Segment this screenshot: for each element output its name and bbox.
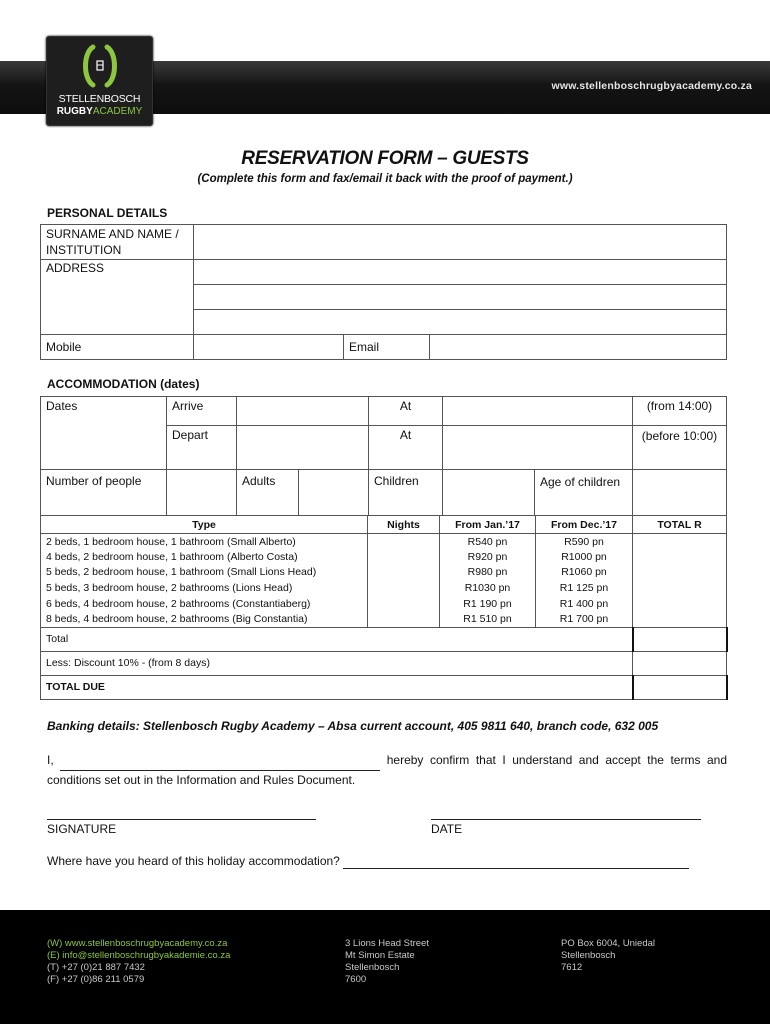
personal-details-heading: PERSONAL DETAILS xyxy=(47,206,168,220)
footer xyxy=(0,910,770,1024)
table-row xyxy=(41,596,727,612)
nights-field[interactable] xyxy=(368,549,440,565)
nights-field[interactable] xyxy=(368,611,440,627)
discount-label: Less: Discount 10% - (from 8 days) xyxy=(41,651,633,675)
footer-address-line: Stellenbosch xyxy=(345,962,400,973)
logo-text-academy: ACADEMY xyxy=(92,106,143,117)
total-row xyxy=(41,627,727,651)
heard-about-label: Where have you heard of this holiday accommodation? xyxy=(47,854,340,868)
footer-street-address xyxy=(345,938,429,986)
rate-jan: R1030 pn xyxy=(440,580,536,596)
col-header-dec: From Dec.’17 xyxy=(536,516,633,534)
confirm-text: hereby confirm that I understand and accept the terms and conditions set out in the Information and Rules Document. xyxy=(47,753,727,787)
arrive-label: Arrive xyxy=(167,397,237,426)
footer-address-line: Mt Simon Estate xyxy=(345,950,415,961)
total-due-row xyxy=(41,675,727,699)
discount-field[interactable] xyxy=(633,651,727,675)
col-header-total: TOTAL R xyxy=(633,516,727,534)
total-due-label: TOTAL DUE xyxy=(41,675,633,699)
rate-dec: R1000 pn xyxy=(536,549,633,565)
nights-field[interactable] xyxy=(368,534,440,550)
email-field[interactable] xyxy=(430,335,727,360)
form-title: RESERVATION FORM – GUESTS xyxy=(241,148,529,169)
rate-jan: R1 190 pn xyxy=(440,596,536,612)
row-total-field[interactable] xyxy=(633,565,727,581)
table-row xyxy=(41,534,727,550)
signature-field[interactable] xyxy=(47,819,316,820)
logo-text-rugby-academy xyxy=(47,106,152,117)
email-label: Email xyxy=(344,335,430,360)
logo-text-stellenbosch: STELLENBOSCH xyxy=(58,93,141,105)
address-field-line-3[interactable] xyxy=(194,310,727,335)
house-type: 8 beds, 4 bedroom house, 2 bathrooms (Big Constantia) xyxy=(41,611,368,627)
nights-field[interactable] xyxy=(368,596,440,612)
rugby-ball-icon xyxy=(81,43,119,89)
depart-time-field[interactable] xyxy=(443,426,633,470)
surname-field[interactable] xyxy=(194,225,727,260)
arrive-time-note: (from 14:00) xyxy=(633,397,727,426)
col-header-nights: Nights xyxy=(368,516,440,534)
children-field[interactable] xyxy=(443,470,535,516)
table-row xyxy=(41,580,727,596)
row-total-field[interactable] xyxy=(633,534,727,550)
nights-field[interactable] xyxy=(368,565,440,581)
date-field[interactable] xyxy=(431,819,701,820)
total-field[interactable] xyxy=(633,627,727,651)
personal-details-table xyxy=(40,224,727,360)
logo-text-rugby: RUGBY xyxy=(56,106,93,117)
adults-label: Adults xyxy=(237,470,299,516)
form-subtitle: (Complete this form and fax/email it back with the proof of payment.) xyxy=(197,173,573,185)
footer-postal-address xyxy=(561,938,655,974)
rate-dec: R1 700 pn xyxy=(536,611,633,627)
arrive-time-field[interactable] xyxy=(443,397,633,426)
row-total-field[interactable] xyxy=(633,596,727,612)
heard-about-question xyxy=(47,854,689,869)
age-field[interactable] xyxy=(633,470,727,516)
signature-label: SIGNATURE xyxy=(47,822,117,836)
children-label: Children xyxy=(369,470,443,516)
academy-logo xyxy=(46,36,153,126)
footer-fax: (F) +27 (0)86 211 0579 xyxy=(47,974,145,985)
row-total-field[interactable] xyxy=(633,549,727,565)
accommodation-heading: ACCOMMODATION (dates) xyxy=(47,377,200,391)
adults-field[interactable] xyxy=(299,470,369,516)
age-label: Age of children xyxy=(535,470,633,516)
date-label: DATE xyxy=(431,822,463,836)
footer-contact xyxy=(47,938,230,986)
rate-jan: R540 pn xyxy=(440,534,536,550)
rates-table xyxy=(40,515,728,700)
table-row xyxy=(41,549,727,565)
rate-dec: R1 125 pn xyxy=(536,580,633,596)
people-field[interactable] xyxy=(167,470,237,516)
house-type: 2 beds, 1 bedroom house, 1 bathroom (Small Alberto) xyxy=(41,534,368,550)
row-total-field[interactable] xyxy=(633,611,727,627)
accommodation-dates-table xyxy=(40,396,727,516)
arrive-at-label: At xyxy=(369,397,443,426)
depart-date-field[interactable] xyxy=(237,426,369,470)
confirmation-statement xyxy=(47,751,727,790)
address-field-line-2[interactable] xyxy=(194,285,727,310)
footer-postal-line: Stellenbosch xyxy=(561,950,616,961)
total-due-field[interactable] xyxy=(633,675,727,699)
col-header-jan: From Jan.’17 xyxy=(440,516,536,534)
table-row xyxy=(41,565,727,581)
footer-web[interactable]: (W) www.stellenboschrugbyacademy.co.za xyxy=(47,938,228,949)
people-label: Number of people xyxy=(41,470,167,516)
dates-label: Dates xyxy=(41,397,167,470)
house-type: 6 beds, 4 bedroom house, 2 bathrooms (Constantiaberg) xyxy=(41,596,368,612)
rate-jan: R980 pn xyxy=(440,565,536,581)
discount-row xyxy=(41,651,727,675)
rate-dec: R590 pn xyxy=(536,534,633,550)
mobile-label: Mobile xyxy=(41,335,194,360)
col-header-type: Type xyxy=(41,516,368,534)
footer-email[interactable]: (E) info@stellenboschrugbyakademie.co.za xyxy=(47,950,231,961)
surname-label: SURNAME AND NAME / INSTITUTION xyxy=(41,225,194,260)
table-row xyxy=(41,611,727,627)
confirm-prefix: I, xyxy=(47,753,54,767)
house-type: 5 beds, 2 bedroom house, 1 bathroom (Small Lions Head) xyxy=(41,565,368,581)
rate-dec: R1060 pn xyxy=(536,565,633,581)
depart-label: Depart xyxy=(167,426,237,470)
rate-jan: R920 pn xyxy=(440,549,536,565)
house-type: 4 beds, 2 bedroom house, 1 bathroom (Alberto Costa) xyxy=(41,549,368,565)
total-label: Total xyxy=(41,627,633,651)
banking-details: Banking details: Stellenbosch Rugby Academy – Absa current account, 405 9811 640, branch code, 632 005 xyxy=(47,719,659,733)
footer-postal-line: PO Box 6004, Uniedal xyxy=(561,938,656,949)
depart-at-label: At xyxy=(369,426,443,470)
rate-jan: R1 510 pn xyxy=(440,611,536,627)
address-field-line-1[interactable] xyxy=(194,260,727,285)
mobile-field[interactable] xyxy=(194,335,344,360)
rate-dec: R1 400 pn xyxy=(536,596,633,612)
footer-address-line: 7600 xyxy=(345,974,367,985)
footer-phone: (T) +27 (0)21 887 7432 xyxy=(47,962,145,973)
depart-time-note: (before 10:00) xyxy=(633,426,727,470)
name-blank-field[interactable] xyxy=(60,751,380,771)
heard-about-field[interactable] xyxy=(343,854,689,869)
footer-postal-line: 7612 xyxy=(561,962,583,973)
row-total-field[interactable] xyxy=(633,580,727,596)
website-url[interactable]: www.stellenboschrugbyacademy.co.za xyxy=(551,80,752,92)
house-type: 5 beds, 3 bedroom house, 2 bathrooms (Lions Head) xyxy=(41,580,368,596)
nights-field[interactable] xyxy=(368,580,440,596)
arrive-date-field[interactable] xyxy=(237,397,369,426)
footer-address-line: 3 Lions Head Street xyxy=(345,938,429,949)
address-label: ADDRESS xyxy=(41,260,194,335)
